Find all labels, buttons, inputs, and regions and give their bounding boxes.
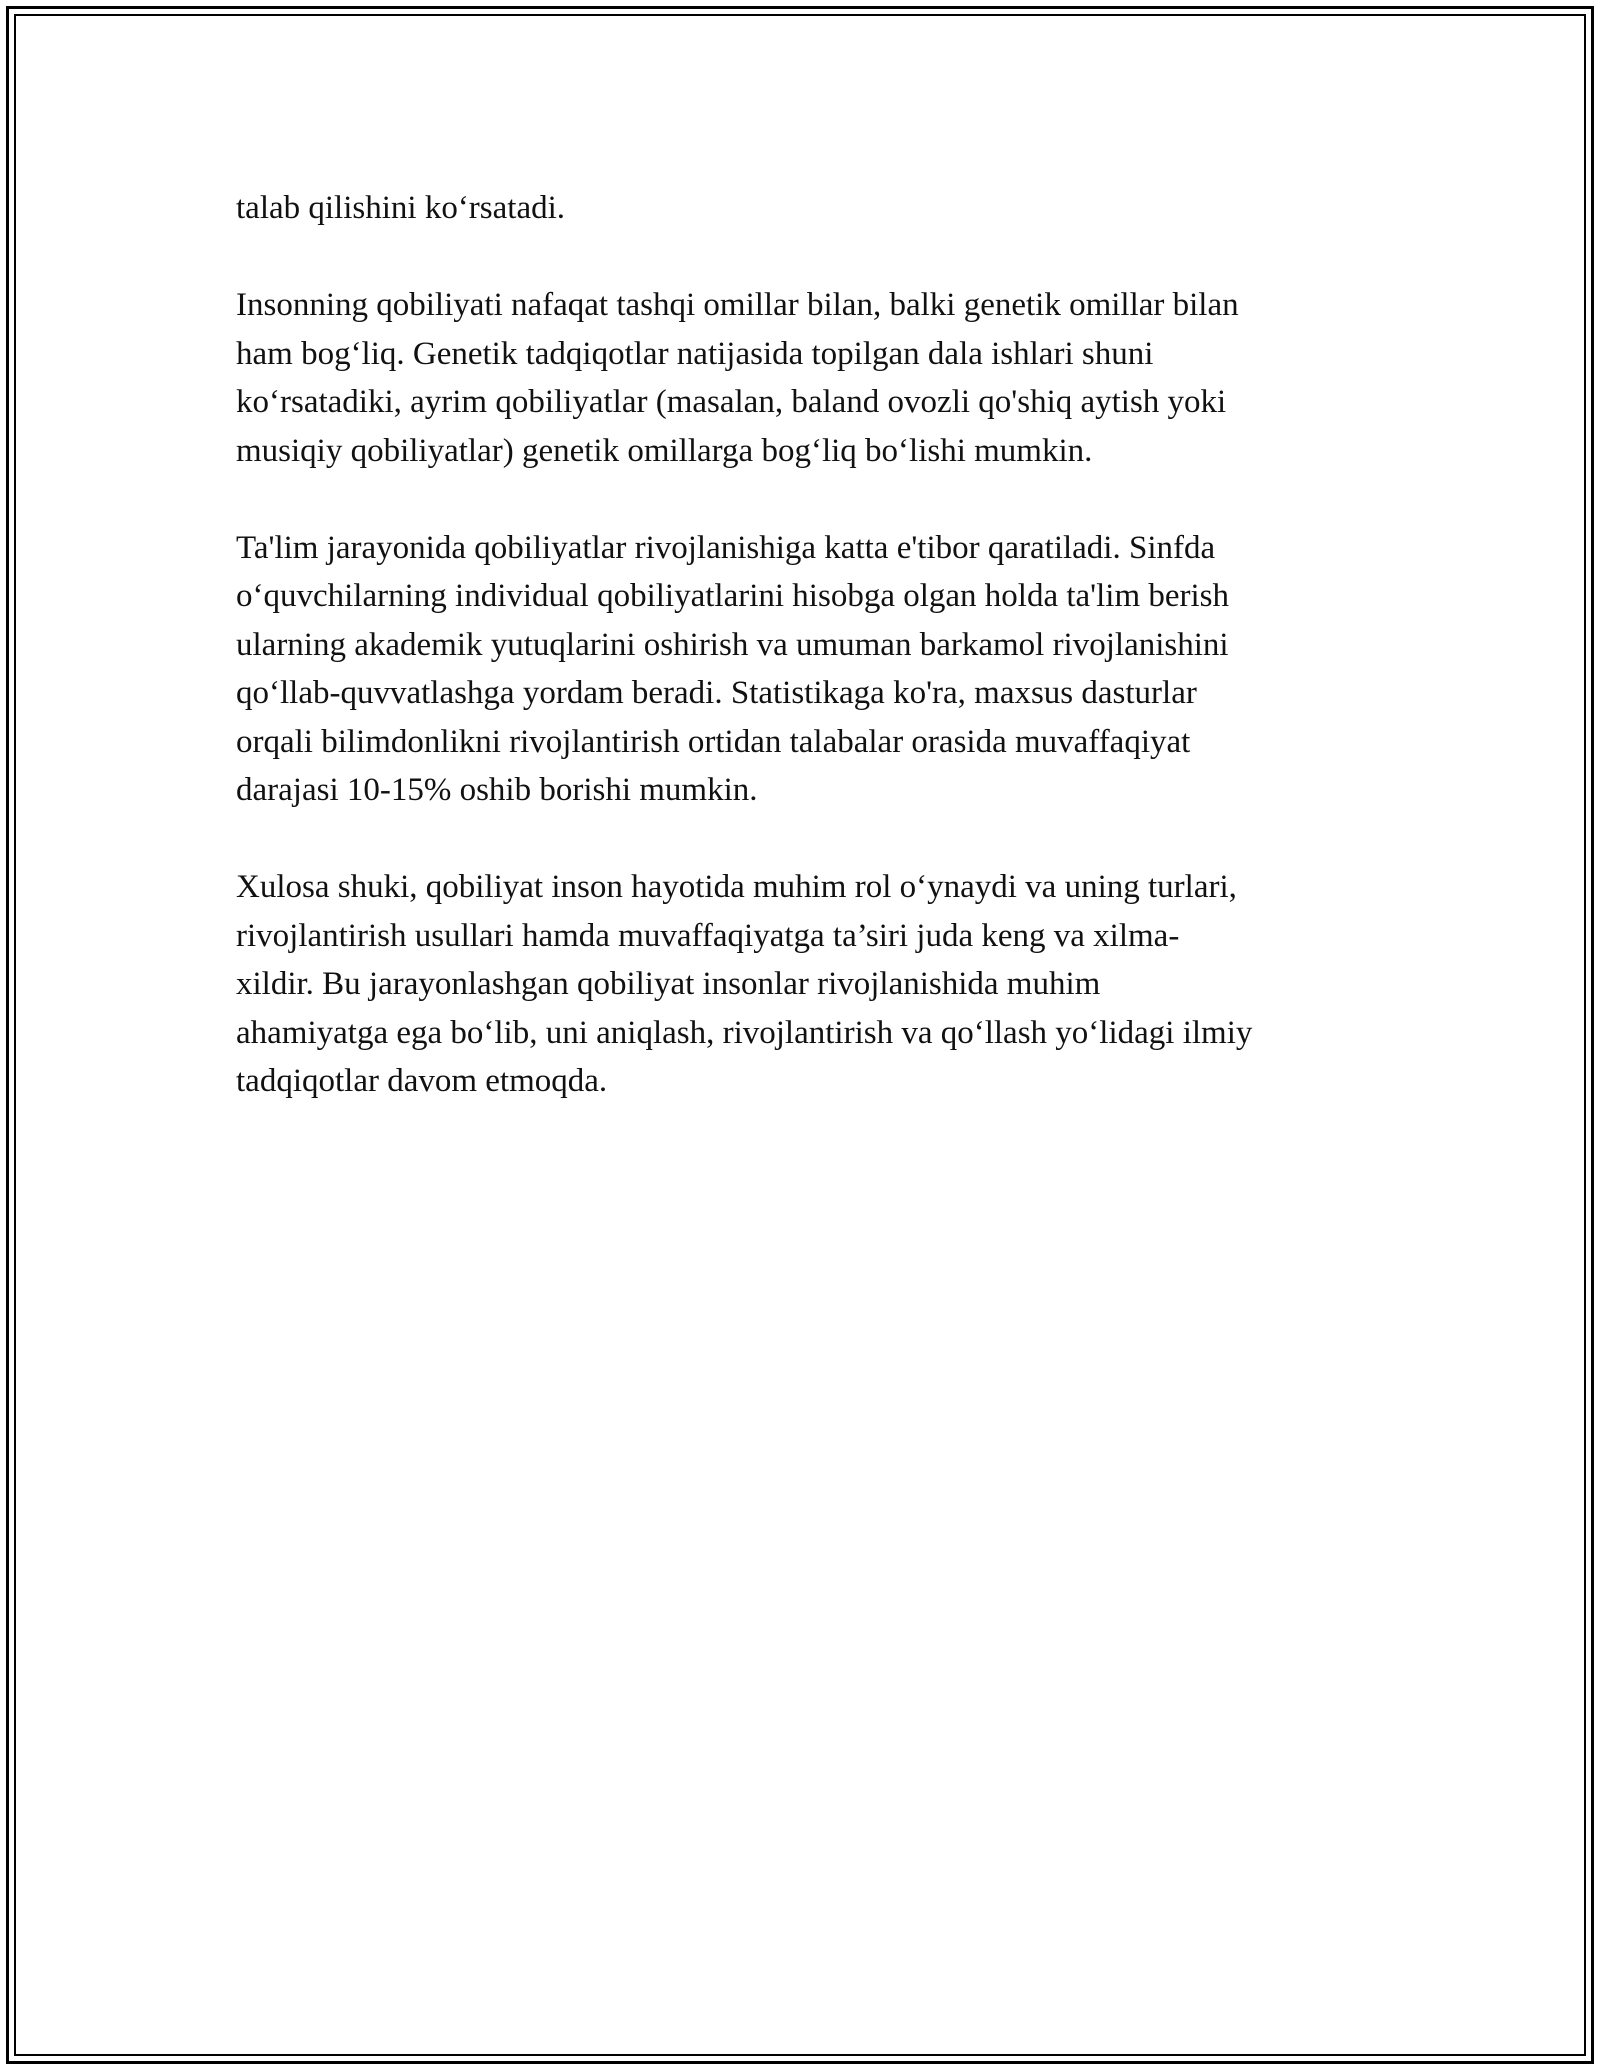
paragraph-conclusion: Xulosa shuki, qobiliyat inson hayotida muhim rol o‘ynaydi va uning turlari, rivojlantirish usullari hamda muvaffaqiyatga ta’siri juda keng va xilma- xildir. Bu jarayonlashgan qobiliyat insonlar rivojlanishida muhim ahamiyatga ega bo‘lib, uni aniqlash, rivojlantirish va qo‘llash yo‘lidagi ilmiy tadqiqotlar davom etmoqda. bbox=[236, 869, 1253, 1099]
paragraph-education: Ta'lim jarayonida qobiliyatlar rivojlanishiga katta e'tibor qaratiladi. Sinfda o‘quvchilarning individual qobiliyatlarini hisobga olgan holda ta'lim berish ularning akademik yutuqlarini oshirish va umuman barkamol rivojlanishini qo‘llab-quvvatlashga yordam beradi. Statistikaga ko'ra, maxsus dasturlar orqali bilimdonlikni rivojlantirish ortidan talabalar orasida muvaffaqiyat darajasi 10-15% oshib borishi mumkin. bbox=[236, 529, 1230, 808]
paragraph-genetics: Insonning qobiliyati nafaqat tashqi omillar bilan, balki genetik omillar bilan ham bog‘liq. Genetik tadqiqotlar natijasida topilgan dala ishlari shuni ko‘rsatadiki, ayrim qobiliyatlar (masalan, baland ovozli qo'shiq aytish yoki musiqiy qobiliyatlar) genetik omillarga bog‘liq bo‘lishi mumkin. bbox=[236, 287, 1239, 469]
paragraph-continuation: talab qilishini ko‘rsatadi. bbox=[236, 190, 566, 226]
document-body bbox=[236, 184, 1376, 1154]
